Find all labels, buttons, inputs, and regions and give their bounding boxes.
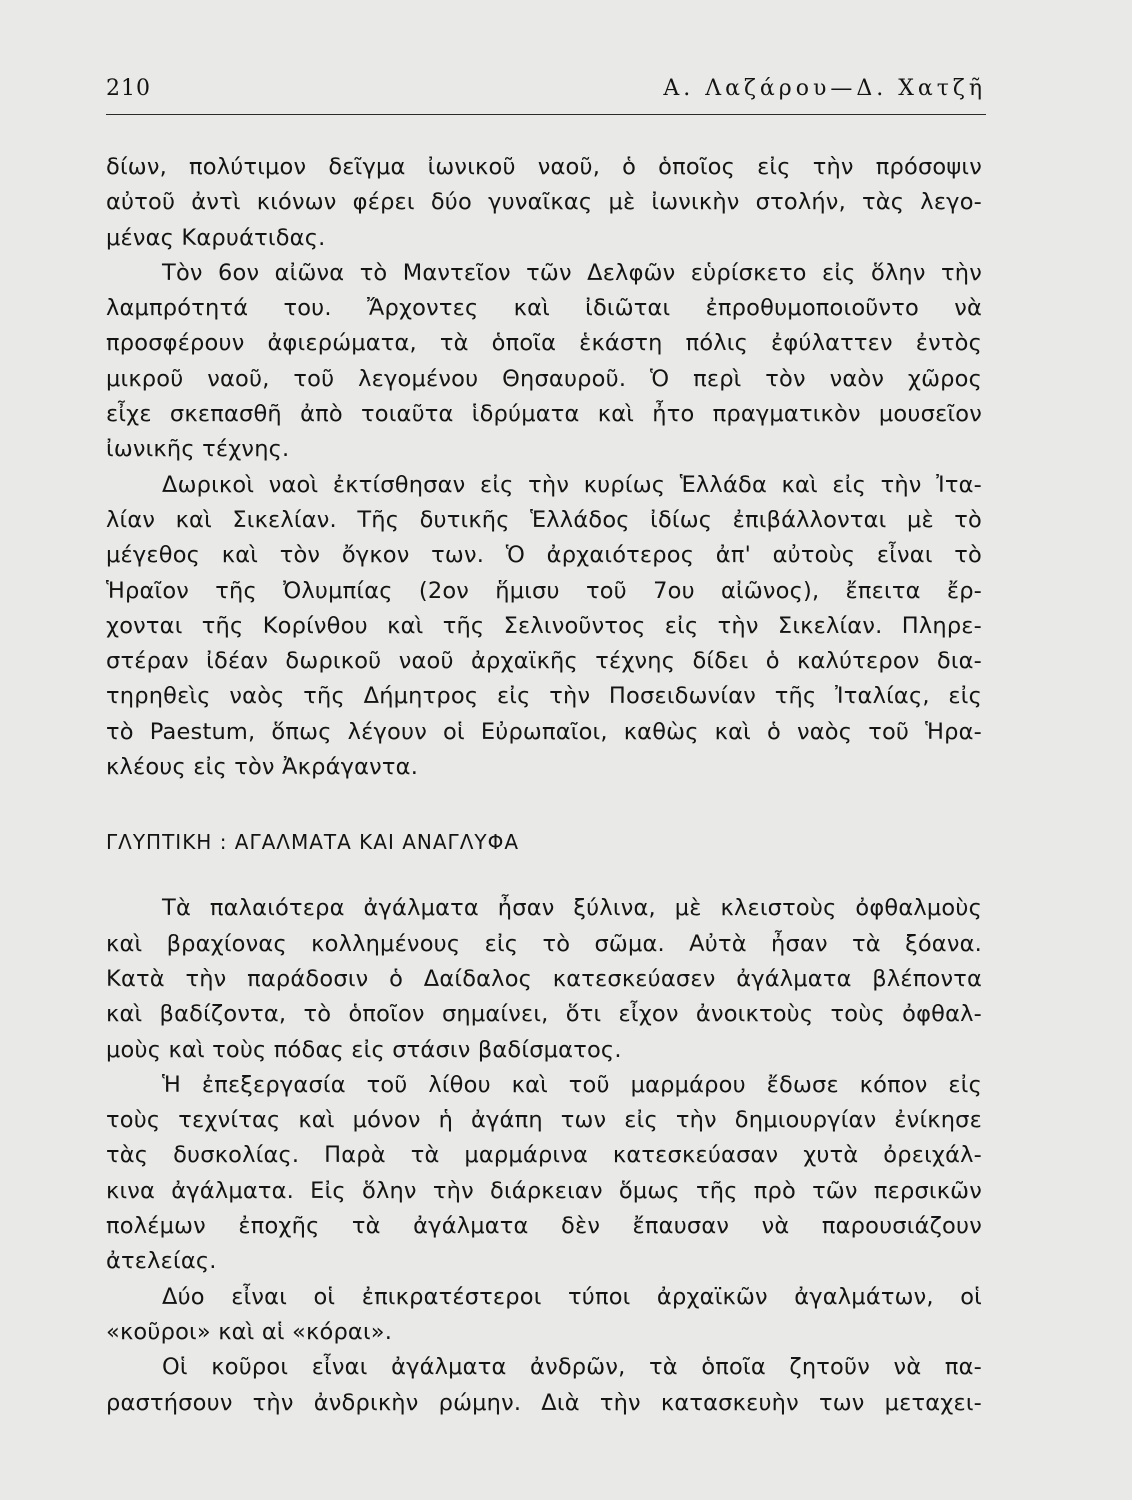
text-line: μικροῦ ναοῦ, τοῦ λεγομένου Θησαυροῦ. Ὁ περὶ τὸν ναὸν χῶρος xyxy=(106,365,982,392)
running-head: Α. Λαζάρου—Δ. Χατζῆ xyxy=(663,76,986,101)
text-line: Οἱ κοῦροι εἶναι ἀγάλματα ἀνδρῶν, τὰ ὁποῖα ζητοῦν νὰ πα- xyxy=(162,1354,982,1381)
text-line: μοὺς καὶ τοὺς πόδας εἰς στάσιν βαδίσματος. xyxy=(106,1036,622,1063)
text-line: λαμπρότητά του. Ἄρχοντες καὶ ἰδιῶται ἐπροθυμοποιοῦντο νὰ xyxy=(106,295,982,322)
text-line: χονται τῆς Κορίνθου καὶ τῆς Σελινοῦντος εἰς τὴν Σικελίαν. Πληρε- xyxy=(106,612,982,639)
text-line: κινα ἀγάλματα. Εἰς ὅλην τὴν διάρκειαν ὅμως τῆς πρὸ τῶν περσικῶν xyxy=(106,1177,982,1204)
text-line: λίαν καὶ Σικελίαν. Τῆς δυτικῆς Ἑλλάδος ἰδίως ἐπιβάλλονται μὲ τὸ xyxy=(106,506,982,533)
spacer xyxy=(106,785,982,827)
text-line: «κοῦροι» καὶ αἱ «κόραι». xyxy=(106,1318,393,1345)
header-rule xyxy=(106,114,986,115)
body-text xyxy=(106,150,982,1421)
text-line: πολέμων ἐποχῆς τὰ ἀγάλματα δὲν ἔπαυσαν νὰ παρουσιάζουν xyxy=(106,1213,982,1240)
text-line: εἶχε σκεπασθῆ ἀπὸ τοιαῦτα ἱδρύματα καὶ ἦτο πραγματικὸν μουσεῖον xyxy=(106,401,982,428)
text-line: Τὰ παλαιότερα ἀγάλματα ἦσαν ξύλινα, μὲ κλειστοὺς ὀφθαλμοὺς xyxy=(162,895,982,922)
text-line: ἀτελείας. xyxy=(106,1248,217,1275)
text-line: κλέους εἰς τὸν Ἀκράγαντα. xyxy=(106,754,419,781)
text-line: μέγεθος καὶ τὸν ὄγκον των. Ὁ ἀρχαιότερος ἀπ' αὐτοὺς εἶναι τὸ xyxy=(106,542,982,569)
spacer xyxy=(106,857,982,891)
text-line: ραστήσουν τὴν ἀνδρικὴν ρώμην. Διὰ τὴν κατασκευὴν των μεταχει- xyxy=(106,1389,982,1416)
text-line: προσφέρουν ἀφιερώματα, τὰ ὁποῖα ἑκάστη πόλις ἐφύλαττεν ἐντὸς xyxy=(106,330,982,357)
text-line: καὶ βραχίονας κολλημένους εἰς τὸ σῶμα. Αὐτὰ ἦσαν τὰ ξόανα. xyxy=(106,930,982,957)
text-line: τοὺς τεχνίτας καὶ μόνον ἡ ἀγάπη των εἰς τὴν δημιουργίαν ἐνίκησε xyxy=(106,1107,982,1134)
page-number: 210 xyxy=(106,76,151,101)
text-line: τηρηθεὶς ναὸς τῆς Δήμητρος εἰς τὴν Ποσειδωνίαν τῆς Ἰταλίας, εἰς xyxy=(106,683,982,710)
text-line: Ἡραῖον τῆς Ὀλυμπίας (2ον ἥμισυ τοῦ 7ου αἰῶνος), ἔπειτα ἔρ- xyxy=(106,577,982,604)
text-line: τὰς δυσκολίας. Παρὰ τὰ μαρμάρινα κατεσκεύασαν χυτὰ ὀρειχάλ- xyxy=(106,1142,982,1169)
text-line: ἰωνικῆς τέχνης. xyxy=(106,436,290,463)
section-heading: ΓΛΥΠΤΙΚΗ : ΑΓΑΛΜΑΤΑ ΚΑΙ ΑΝΑΓΛΥΦΑ xyxy=(106,830,520,855)
text-line: τὸ Paestum, ὅπως λέγουν οἱ Εὐρωπαῖοι, καθὼς καὶ ὁ ναὸς τοῦ Ἡρα- xyxy=(106,718,982,745)
text-line: Ἡ ἐπεξεργασία τοῦ λίθου καὶ τοῦ μαρμάρου ἔδωσε κόπον εἰς xyxy=(162,1071,982,1098)
page-header xyxy=(106,72,986,112)
text-line: αὐτοῦ ἀντὶ κιόνων φέρει δύο γυναῖκας μὲ ἰωνικὴν στολήν, τὰς λεγο- xyxy=(106,189,982,216)
text-line: Κατὰ τὴν παράδοσιν ὁ Δαίδαλος κατεσκεύασεν ἀγάλματα βλέποντα xyxy=(106,965,982,992)
text-line: μένας Καρυάτιδας. xyxy=(106,224,326,251)
text-line: Τὸν 6ον αἰῶνα τὸ Μαντεῖον τῶν Δελφῶν εὑρίσκετο εἰς ὅλην τὴν xyxy=(162,259,982,286)
text-line: καὶ βαδίζοντα, τὸ ὁποῖον σημαίνει, ὅτι εἶχον ἀνοικτοὺς τοὺς ὀφθαλ- xyxy=(106,1001,982,1028)
text-line: δίων, πολύτιμον δεῖγμα ἰωνικοῦ ναοῦ, ὁ ὁποῖος εἰς τὴν πρόσοψιν xyxy=(106,154,982,180)
text-line: Δύο εἶναι οἱ ἐπικρατέστεροι τύποι ἀρχαϊκῶν ἀγαλμάτων, οἱ xyxy=(162,1283,982,1310)
text-line: στέραν ἰδέαν δωρικοῦ ναοῦ ἀρχαϊκῆς τέχνης δίδει ὁ καλύτερον δια- xyxy=(106,648,982,675)
text-line: Δωρικοὶ ναοὶ ἐκτίσθησαν εἰς τὴν κυρίως Ἑλλάδα καὶ εἰς τὴν Ἰτα- xyxy=(162,471,982,498)
